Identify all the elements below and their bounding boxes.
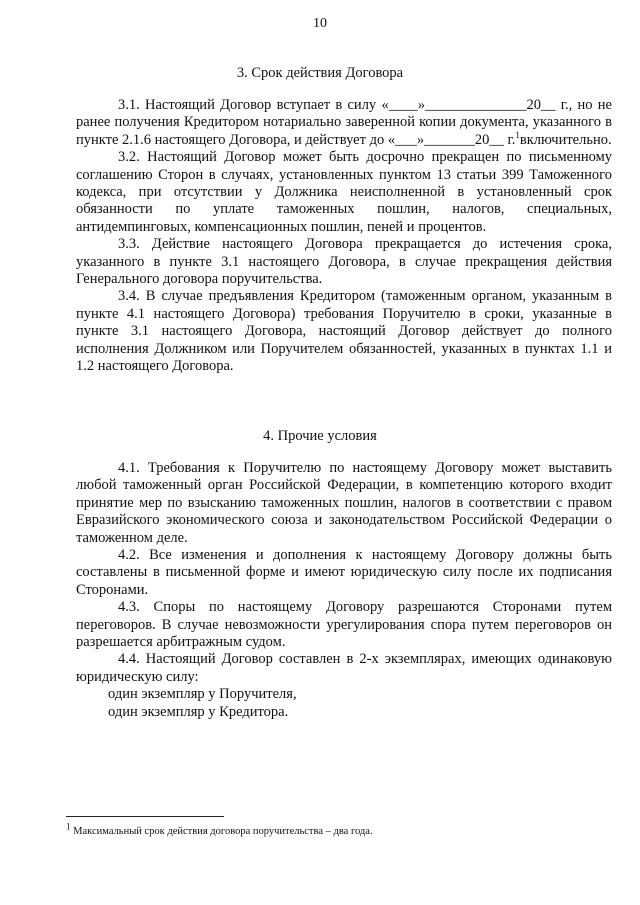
footnote-divider: [66, 816, 224, 817]
clause-3-4: 3.4. В случае предъявления Кредитором (таможенным органом, указанным в пункте 4.1 настоящего Договора) требования Поручителю в сроки, указанные в пункте 3.1 настоящего Договора, настоящий Договор действует до полного исполнения Должником или Поручителем обязанностей, указанных в пунктах 1.1 и 1.2 настоящего Договора.: [76, 288, 612, 375]
footnote: [66, 821, 606, 837]
section-4-heading: 4. Прочие условия: [263, 428, 377, 444]
section-3-body: [76, 97, 612, 376]
clause-3-1-text: 3.1. Настоящий Договор вступает в силу «____»______________20__ г., но не ранее получения Кредитором нотариально заверенной копии документа, указанного в пункте 2.1.6 настоящего Договора, и действует до «___»_______20__ г.: [76, 97, 612, 148]
footnote-ref: 1: [515, 129, 520, 140]
copy-line-creditor: один экземпляр у Кредитора.: [108, 703, 289, 720]
section-3-heading: 3. Срок действия Договора: [236, 65, 404, 81]
footnote-text: Максимальный срок действия договора поручительства – два года.: [70, 826, 373, 837]
clause-3-1-tail: включительно.: [519, 131, 612, 148]
clause-4-2: 4.2. Все изменения и дополнения к настоящему Договору должны быть составлены в письменной форме и имеют юридическую силу после их подписания Сторонами.: [76, 547, 612, 598]
clause-3-1: [76, 97, 612, 149]
clause-4-3: 4.3. Споры по настоящему Договору разрешаются Сторонами путем переговоров. В случае невозможности урегулирования спора путем переговоров он разрешается арбитражным судом.: [76, 599, 612, 651]
clause-4-1: 4.1. Требования к Поручителю по настоящему Договору может выставить любой таможенный орган Российской Федерации, в компетенцию которого входит принятие мер по взысканию таможенных пошлин, налогов в соответствии с правом Евразийского экономического союза и законодательством Российской Федерации о таможенном деле.: [76, 460, 612, 546]
clause-3-2: 3.2. Настоящий Договор может быть досрочно прекращен по письменному соглашению Сторон в случаях, установленных пунктом 13 статьи 399 Таможенного кодекса, при отсутствии у Должника неисполненной в установленный срок обязанности по уплате таможенных пошлин, налогов, специальных, антидемпинговых, компенсационных пошлин, пеней и процентов.: [76, 149, 612, 235]
clause-4-4: 4.4. Настоящий Договор составлен в 2-х экземплярах, имеющих одинаковую юридическую силу:: [76, 651, 612, 685]
clause-3-3: 3.3. Действие настоящего Договора прекращается до истечения срока, указанного в пункте 3.1 настоящего Договора, в случае прекращения действия Генерального договора поручительства.: [76, 236, 612, 288]
footnote-marker: 1: [66, 821, 71, 832]
section-4-body: [76, 460, 612, 721]
page-number: 10: [313, 16, 327, 31]
copy-line-guarantor: один экземпляр у Поручителя,: [108, 686, 297, 703]
